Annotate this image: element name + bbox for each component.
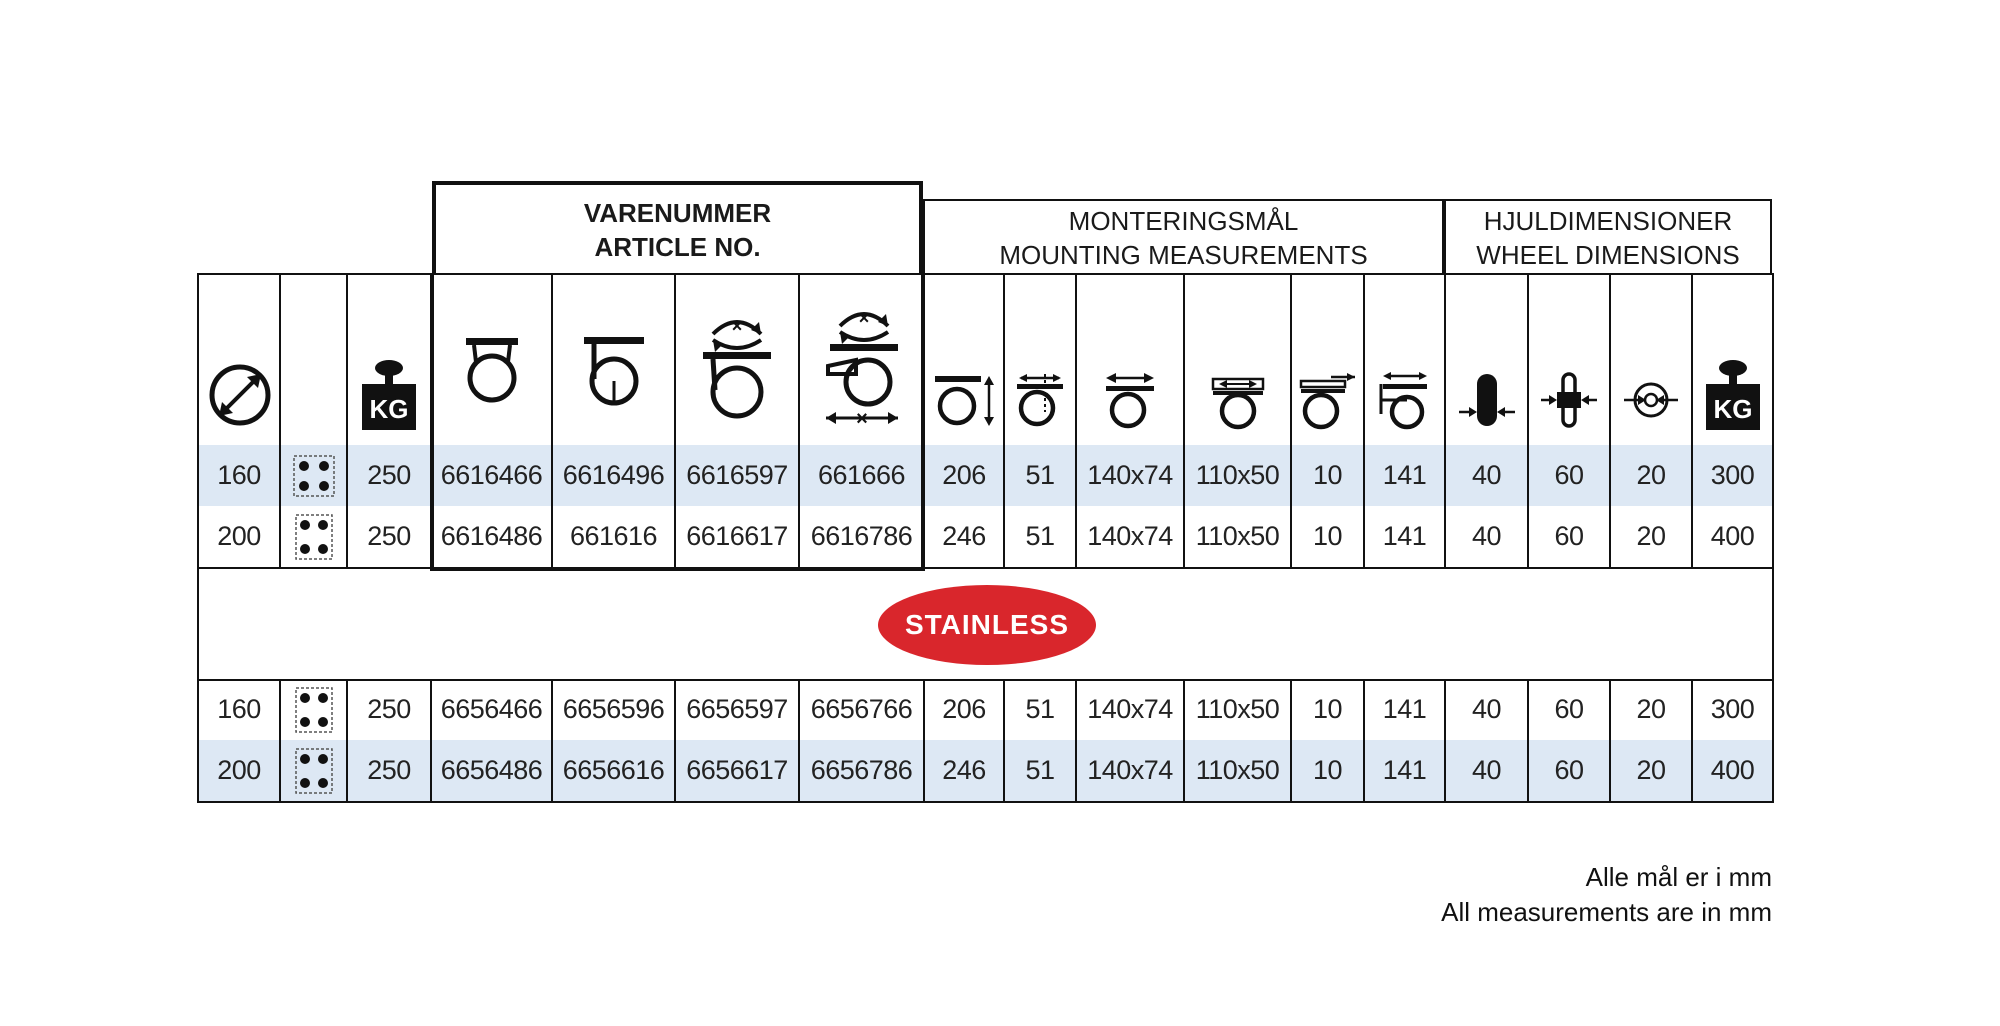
offset-icon (1005, 360, 1075, 440)
mounting-measurements-header (923, 199, 1444, 275)
cell-load: 250 (367, 460, 411, 490)
article-header-line1: VARENUMMER (583, 198, 772, 228)
cell-article-2: 6616496 (562, 460, 665, 490)
cell-bore: 20 (1636, 460, 1666, 490)
bolt-diameter-icon (1292, 360, 1363, 440)
kg-weight-icon (1693, 345, 1772, 445)
wheel-width-icon (1446, 360, 1527, 440)
stainless-label: STAINLESS (904, 609, 1070, 640)
mounting-header-line1: MONTERINGSMÅL (1068, 206, 1299, 236)
svg-text:×: × (858, 307, 869, 328)
kg-label: KG (369, 394, 409, 424)
wheel-dimensions-header (1444, 199, 1772, 275)
cell-plate-size: 140x74 (1087, 521, 1173, 551)
cell-height: 246 (942, 521, 986, 551)
svg-text:×: × (731, 315, 743, 336)
measurement-note-line2: All measurements are in mm (1441, 897, 1772, 927)
cell-article-3: 6616597 (686, 460, 788, 490)
cell-article-1: 6656466 (440, 694, 543, 724)
cell-load: 250 (367, 694, 411, 724)
cell-article-4: 661666 (817, 460, 906, 490)
cell-height: 206 (942, 694, 986, 724)
cell-load: 250 (367, 755, 411, 785)
swivel-castor-icon (676, 298, 798, 433)
measurement-note-line1: Alle mål er i mm (1585, 862, 1772, 892)
cell-wheel-width: 40 (1471, 755, 1502, 785)
cell-offset: 51 (1025, 460, 1055, 490)
cell-article-3: 6656617 (686, 755, 788, 785)
cell-bolt-diameter: 10 (1312, 521, 1343, 551)
swivel-castor-brake-icon (800, 298, 923, 433)
cell-offset: 51 (1025, 521, 1055, 551)
cell-bolt-diameter: 10 (1312, 694, 1343, 724)
cell-offset: 51 (1025, 755, 1055, 785)
cell-hub-length: 60 (1554, 460, 1584, 490)
cell-hole-distance: 110x50 (1195, 694, 1280, 724)
cell-article-4: 6656786 (810, 755, 913, 785)
wheel-diameter-icon (200, 345, 279, 445)
mounting-header-line2: MOUNTING MEASUREMENTS (999, 240, 1368, 270)
cell-article-3: 6616617 (686, 521, 788, 551)
fixed-castor-plate-icon (553, 320, 674, 420)
cell-bore: 20 (1636, 755, 1666, 785)
kg-weight-icon (348, 345, 430, 445)
bolt-pattern-icon (281, 742, 346, 800)
cell-wheel-width: 40 (1471, 694, 1502, 724)
axle-bore-icon (1611, 360, 1691, 440)
cell-swivel-radius: 141 (1382, 521, 1427, 551)
cell-article-1: 6616466 (440, 460, 543, 490)
bolt-hole-distance-icon (1185, 360, 1290, 440)
cell-offset: 51 (1025, 694, 1055, 724)
hub-length-icon (1529, 360, 1609, 440)
cell-bore: 20 (1636, 521, 1666, 551)
cell-diameter: 200 (217, 521, 261, 551)
cell-hole-distance: 110x50 (1195, 755, 1280, 785)
cell-article-3: 6656597 (686, 694, 788, 724)
stainless-badge (878, 585, 1096, 665)
article-number-header (432, 181, 923, 275)
cell-wheel-load: 300 (1710, 460, 1755, 490)
cell-height: 206 (942, 460, 986, 490)
cell-article-2: 661616 (569, 521, 658, 551)
cell-bolt-diameter: 10 (1312, 460, 1343, 490)
cell-article-2: 6656616 (562, 755, 665, 785)
wheel-header-line1: HJULDIMENSIONER (1483, 206, 1733, 236)
swivel-radius-icon (1365, 360, 1444, 440)
cell-wheel-load: 300 (1710, 694, 1755, 724)
cell-wheel-load: 400 (1710, 521, 1755, 551)
cell-plate-size: 140x74 (1087, 755, 1173, 785)
cell-article-4: 6656766 (810, 694, 913, 724)
cell-wheel-width: 40 (1471, 460, 1502, 490)
cell-hub-length: 60 (1554, 755, 1584, 785)
cell-article-1: 6656486 (440, 755, 543, 785)
cell-load: 250 (367, 521, 411, 551)
cell-diameter: 200 (217, 755, 261, 785)
cell-hole-distance: 110x50 (1195, 460, 1280, 490)
cell-swivel-radius: 141 (1382, 755, 1427, 785)
mounting-height-icon (925, 360, 1003, 440)
bolt-pattern-icon (281, 508, 346, 566)
kg-label: KG (1713, 394, 1752, 424)
cell-plate-size: 140x74 (1087, 460, 1173, 490)
fixed-castor-icon (432, 320, 551, 420)
cell-swivel-radius: 141 (1382, 460, 1427, 490)
plate-size-icon (1077, 360, 1183, 440)
cell-swivel-radius: 141 (1382, 694, 1427, 724)
article-header-line2: ARTICLE NO. (594, 232, 761, 262)
cell-article-2: 6656596 (562, 694, 665, 724)
bolt-pattern-icon (281, 447, 346, 505)
svg-text:×: × (855, 407, 868, 430)
cell-hub-length: 60 (1554, 694, 1584, 724)
cell-hub-length: 60 (1554, 521, 1584, 551)
cell-bolt-diameter: 10 (1312, 755, 1343, 785)
bolt-pattern-icon (281, 681, 346, 739)
cell-diameter: 160 (217, 694, 261, 724)
wheel-header-line2: WHEEL DIMENSIONS (1476, 240, 1740, 270)
cell-diameter: 160 (217, 460, 261, 490)
cell-height: 246 (942, 755, 986, 785)
cell-article-1: 6616486 (440, 521, 543, 551)
cell-hole-distance: 110x50 (1195, 521, 1280, 551)
cell-wheel-width: 40 (1471, 521, 1502, 551)
cell-article-4: 6616786 (810, 521, 913, 551)
cell-plate-size: 140x74 (1087, 694, 1173, 724)
cell-wheel-load: 400 (1710, 755, 1755, 785)
cell-bore: 20 (1636, 694, 1666, 724)
